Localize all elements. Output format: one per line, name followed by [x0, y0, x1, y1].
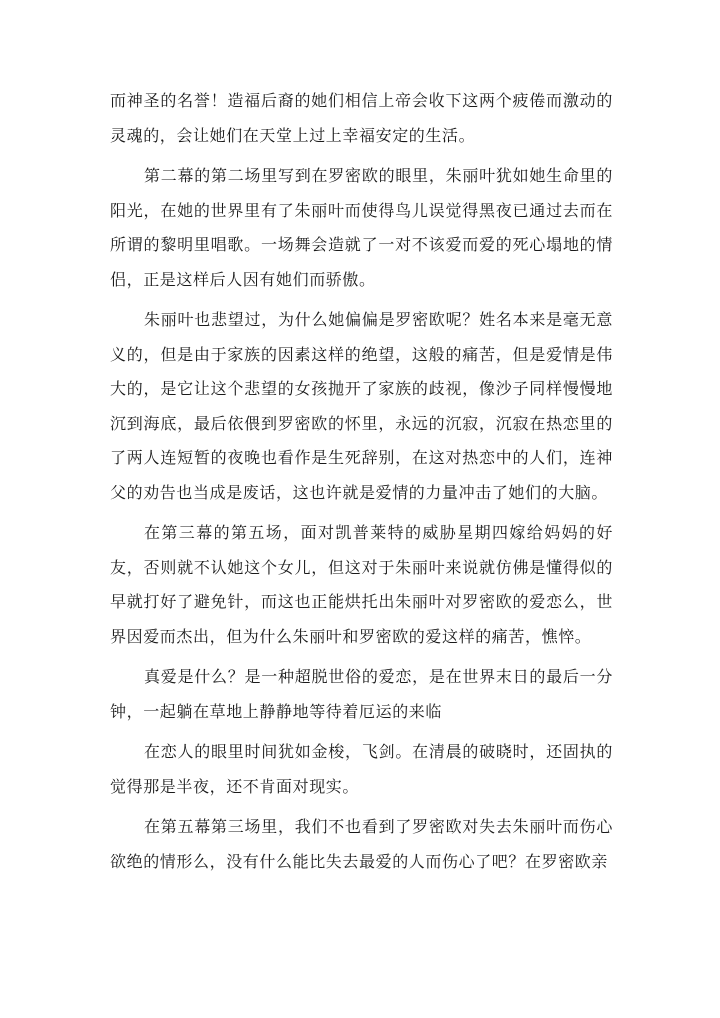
paragraph-2: 第二幕的第二场里写到在罗密欧的眼里，朱丽叶犹如她生命里的阳光，在她的世界里有了朱丽叶而使得鸟儿误觉得黑夜已通过去而在所谓的黎明里唱歌。一场舞会造就了一对不该爱而爱的死心塌地的情侣，正是这样后人因有她们而骄傲。	[110, 166, 613, 289]
paragraph-3: 朱丽叶也悲望过，为什么她偏偏是罗密欧呢？姓名本来是毫无意义的，但是由于家族的因素这样的绝望，这般的痛苦，但是爱情是伟大的，是它让这个悲望的女孩抛开了家族的歧视，像沙子同样慢慢地沉到海底，最后依偎到罗密欧的怀里，永远的沉寂，沉寂在热恋里的了两人连短暂的夜晚也看作是生死辞别，在这对热恋中的人们，连神父的劝告也当成是废话，这也许就是爱情的力量冲击了她们的大脑。	[110, 310, 613, 502]
document-body	[110, 84, 613, 885]
paragraph-1: 而神圣的名誉！造福后裔的她们相信上帝会收下这两个疲倦而激动的灵魂的，会让她们在天堂上过上幸福安定的生活。	[110, 91, 613, 145]
paragraph-5: 真爱是什么？是一种超脱世俗的爱恋，是在世界末日的最后一分钟，一起躺在草地上静静地等待着厄运的来临	[110, 667, 613, 721]
paragraph-6: 在恋人的眼里时间犹如金梭，飞剑。在清晨的破晓时，还固执的觉得那是半夜，还不肯面对现实。	[110, 742, 613, 796]
paragraph-4: 在第三幕的第五场，面对凯普莱特的威胁星期四嫁给妈妈的好友，否则就不认她这个女儿，但这对于朱丽叶来说就仿佛是懂得似的早就打好了避免针，而这也正能烘托出朱丽叶对罗密欧的爱恋么，世界因爱而杰出，但为什么朱丽叶和罗密欧的爱这样的痛苦，憔悴。	[110, 523, 613, 646]
paragraph-7: 在第五幕第三场里，我们不也看到了罗密欧对失去朱丽叶而伤心欲绝的情形么，没有什么能比失去最爱的人而伤心了吧？在罗密欧亲	[110, 817, 613, 871]
